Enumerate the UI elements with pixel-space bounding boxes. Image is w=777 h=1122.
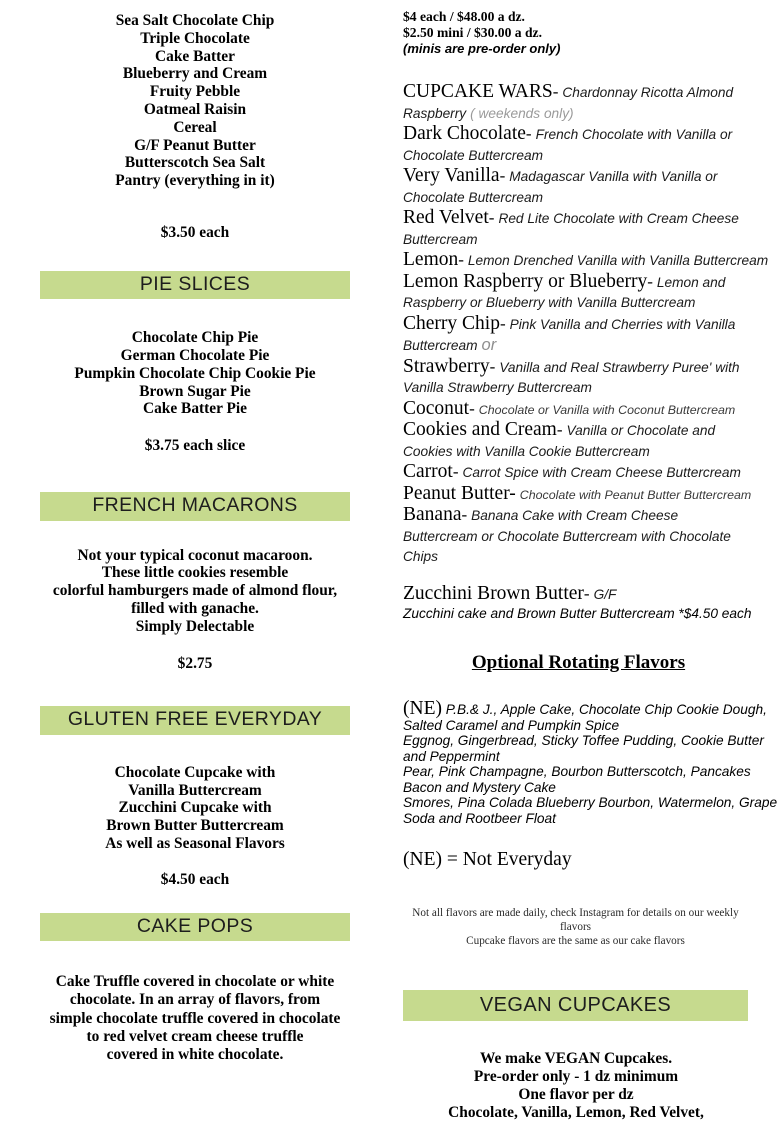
- list-item: Cake Batter Pie: [143, 400, 247, 418]
- flavor-name: Very Vanilla: [403, 165, 500, 187]
- flavor-dash: -: [525, 124, 532, 144]
- description-line: simple chocolate truffle covered in chocolate: [49, 1009, 341, 1027]
- menu-disclaimer: [398, 906, 754, 948]
- flavor-row: [398, 399, 754, 421]
- cupcake-flavor-list: [0, 12, 390, 190]
- flavor-dash: -: [458, 250, 464, 270]
- description-line: One flavor per dz: [518, 1086, 634, 1104]
- rotating-line: and Peppermint: [403, 748, 500, 764]
- flavor-description: Banana Cake with Cream Cheese Buttercream or Chocolate Buttercream with Chocolate Chips: [403, 508, 731, 565]
- rotating-line: P.B.& J., Apple Cake, Chocolate Chip Cookie Dough,: [445, 702, 767, 718]
- flavor-dash: -: [556, 420, 563, 440]
- list-item: German Chocolate Pie: [120, 347, 270, 365]
- cupcake-flavors-list: [398, 81, 769, 568]
- list-item: Pantry (everything in it): [115, 172, 275, 190]
- flavor-description: Vanilla or Chocolate and Cookies with Vanilla Cookie Buttercream: [403, 423, 716, 459]
- rotating-flavors-list: [398, 698, 777, 826]
- list-item: Chocolate Chip Pie: [131, 329, 259, 347]
- price-line: $2.50 mini / $30.00 a dz.: [403, 24, 542, 40]
- zucchini-description: Zucchini cake and Brown Butter Buttercream *$4.50 each: [403, 606, 752, 622]
- list-item: Brown Sugar Pie: [139, 382, 251, 400]
- description-line: Not your typical coconut macaroon.: [77, 546, 313, 564]
- flavor-description: Chocolate with Peanut Butter Buttercream: [519, 487, 752, 502]
- ne-prefix: (NE): [403, 698, 442, 720]
- section-heading-pie-slices: PIE SLICES: [40, 271, 350, 300]
- description-line: chocolate. In an array of flavors, from: [69, 991, 321, 1009]
- flavor-dash: -: [452, 462, 459, 482]
- gluten-free-list: [0, 764, 390, 853]
- list-item: G/F Peanut Butter: [134, 136, 256, 154]
- pie-slices-price: $3.75 each slice: [144, 437, 246, 455]
- flavor-dash: -: [583, 583, 590, 603]
- rotating-row: [398, 764, 754, 780]
- cupcake-pricing-block: [398, 9, 754, 56]
- flavor-row: [398, 462, 754, 484]
- section-heading-vegan-cupcakes: VEGAN CUPCAKES: [403, 990, 748, 1021]
- flavor-description: Chocolate or Vanilla with Coconut Buttercream: [478, 402, 736, 417]
- disclaimer-line: Cupcake flavors are the same as our cake flavors: [466, 935, 685, 948]
- flavor-row: [398, 484, 754, 506]
- rotating-row: [398, 811, 754, 827]
- flavor-name: Zucchini Brown Butter: [403, 582, 584, 604]
- rotating-line: Soda and Rootbeer Float: [403, 810, 556, 826]
- flavor-description: Red Lite Chocolate with Cream Cheese Buttercream: [403, 211, 739, 247]
- list-item: As well as Seasonal Flavors: [105, 835, 285, 853]
- flavor-row: [398, 505, 754, 568]
- gluten-free-tag: G/F: [593, 586, 617, 602]
- flavor-row: [398, 208, 754, 250]
- flavor-description: Carrot Spice with Cream Cheese Buttercream: [462, 465, 741, 481]
- list-item: Chocolate Cupcake with: [114, 763, 276, 781]
- flavor-name: CUPCAKE WARS: [403, 81, 553, 103]
- description-line: colorful hamburgers made of almond flour,: [52, 582, 338, 600]
- flavor-name: Cookies and Cream: [403, 419, 557, 441]
- rotating-row: [398, 795, 777, 811]
- flavor-description: Lemon and Raspberry or Blueberry with Vanilla Buttercream: [403, 274, 726, 311]
- list-item: Triple Chocolate: [140, 29, 250, 47]
- section-heading-gluten-free-everyday: GLUTEN FREE EVERYDAY: [40, 706, 350, 735]
- cake-pops-description: [0, 973, 390, 1064]
- flavor-row: [398, 82, 754, 124]
- section-heading-cake-pops: CAKE POPS: [40, 913, 350, 942]
- description-line: These little cookies resemble: [101, 564, 289, 582]
- flavor-dash: -: [461, 505, 468, 525]
- rotating-row: [398, 733, 764, 749]
- french-macarons-description: [0, 547, 390, 636]
- flavor-name: Peanut Butter-: [403, 482, 516, 504]
- flavor-name: Lemon Raspberry or Blueberry: [403, 270, 648, 292]
- flavor-dash: -: [647, 271, 653, 291]
- flavor-description: Lemon Drenched Vanilla with Vanilla Buttercream: [467, 253, 769, 269]
- vegan-cupcakes-description: [398, 1050, 754, 1122]
- rotating-line: Smores, Pina Colada Blueberry Bourbon, Watermelon, Grape: [403, 795, 777, 811]
- flavor-row: [398, 124, 754, 166]
- rotating-flavors-title: Optional Rotating Flavors: [471, 652, 686, 674]
- flavor-row: [398, 357, 754, 399]
- left-menu-column: [0, 0, 390, 1063]
- flavor-row: [398, 166, 754, 208]
- description-line: covered in white chocolate.: [106, 1045, 284, 1063]
- flavor-dash: -: [489, 356, 496, 376]
- list-item: Blueberry and Cream: [122, 65, 268, 83]
- ne-legend: (NE) = Not Everyday: [403, 849, 572, 871]
- flavor-row-zucchini: [398, 584, 754, 606]
- flavor-dash: -: [499, 313, 506, 333]
- rotating-row: [398, 718, 754, 734]
- pie-slices-list: [0, 329, 390, 418]
- flavor-name: Red Velvet: [403, 207, 489, 229]
- description-line: Chocolate, Vanilla, Lemon, Red Velvet,: [448, 1104, 704, 1122]
- list-item: Cereal: [173, 118, 217, 136]
- flavor-description: Chardonnay Ricotta Almond Raspberry: [403, 85, 734, 121]
- price-line: $4 each / $48.00 a dz.: [403, 9, 525, 24]
- list-item: Fruity Pebble: [149, 83, 241, 101]
- rotating-line: Pear, Pink Champagne, Bourbon Butterscotch, Pancakes: [403, 764, 751, 780]
- flavor-description: French Chocolate with Vanilla or Chocolate Buttercream: [403, 127, 733, 163]
- cupcake-price: $3.50 each: [160, 223, 230, 241]
- flavor-description: Pink Vanilla and Cherries with Vanilla Buttercream: [403, 316, 736, 354]
- list-item: Sea Salt Chocolate Chip: [115, 12, 275, 29]
- description-line: to red velvet cream cheese truffle: [86, 1027, 304, 1045]
- flavor-dash: -: [488, 208, 495, 228]
- description-line: We make VEGAN Cupcakes.: [479, 1050, 673, 1068]
- description-line: Cake Truffle covered in chocolate or white: [55, 973, 335, 991]
- rotating-line: Bacon and Mystery Cake: [403, 779, 556, 795]
- flavor-note: ( weekends only): [470, 105, 574, 121]
- flavor-row: [398, 249, 769, 272]
- rotating-row: [398, 698, 767, 720]
- flavor-name: Banana: [403, 504, 462, 526]
- rotating-line: Eggnog, Gingerbread, Sticky Toffee Pudding, Cookie Butter: [403, 733, 764, 749]
- rotating-row: [398, 780, 754, 796]
- rotating-row: [398, 749, 754, 765]
- description-line: filled with ganache.: [131, 599, 259, 617]
- list-item: Brown Butter Buttercream: [106, 817, 284, 835]
- flavor-name: Coconut: [403, 397, 470, 419]
- list-item: Zucchini Cupcake with: [118, 799, 272, 817]
- flavor-dash: -: [552, 82, 559, 102]
- description-line: Simply Delectable: [135, 617, 255, 635]
- flavor-row: [398, 420, 754, 462]
- disclaimer-line: Not all flavors are made daily, check Instagram for details on our weekly flavors: [412, 907, 739, 934]
- flavor-name: Carrot: [403, 461, 453, 483]
- list-item: Cake Batter: [155, 47, 235, 65]
- right-menu-column: [398, 0, 777, 1122]
- french-macarons-price: $2.75: [177, 654, 213, 672]
- rotating-line: Salted Caramel and Pumpkin Spice: [403, 717, 620, 733]
- flavor-name: Cherry Chip: [403, 312, 500, 334]
- flavor-or-connector: or: [481, 336, 497, 355]
- section-heading-french-macarons: FRENCH MACARONS: [40, 492, 350, 521]
- list-item: Pumpkin Chocolate Chip Cookie Pie: [74, 364, 316, 382]
- flavor-row: [398, 314, 754, 357]
- gluten-free-price: $4.50 each: [160, 870, 230, 888]
- list-item: Vanilla Buttercream: [128, 781, 262, 799]
- flavor-description: Vanilla and Real Strawberry Puree' with Vanilla Strawberry Buttercream: [403, 359, 740, 396]
- flavor-name: Lemon: [403, 249, 459, 271]
- flavor-dash: -: [469, 398, 475, 418]
- flavor-name: Strawberry: [403, 355, 490, 377]
- flavor-row: [398, 272, 754, 314]
- flavor-name: Dark Chocolate: [403, 123, 526, 145]
- list-item: Butterscotch Sea Salt: [124, 154, 266, 172]
- list-item: Oatmeal Raisin: [143, 100, 247, 118]
- minis-note: (minis are pre-order only): [403, 40, 561, 56]
- description-line: Pre-order only - 1 dz minimum: [473, 1068, 679, 1086]
- flavor-description: Madagascar Vanilla with Vanilla or Chocolate Buttercream: [403, 169, 718, 205]
- flavor-dash: -: [499, 166, 506, 186]
